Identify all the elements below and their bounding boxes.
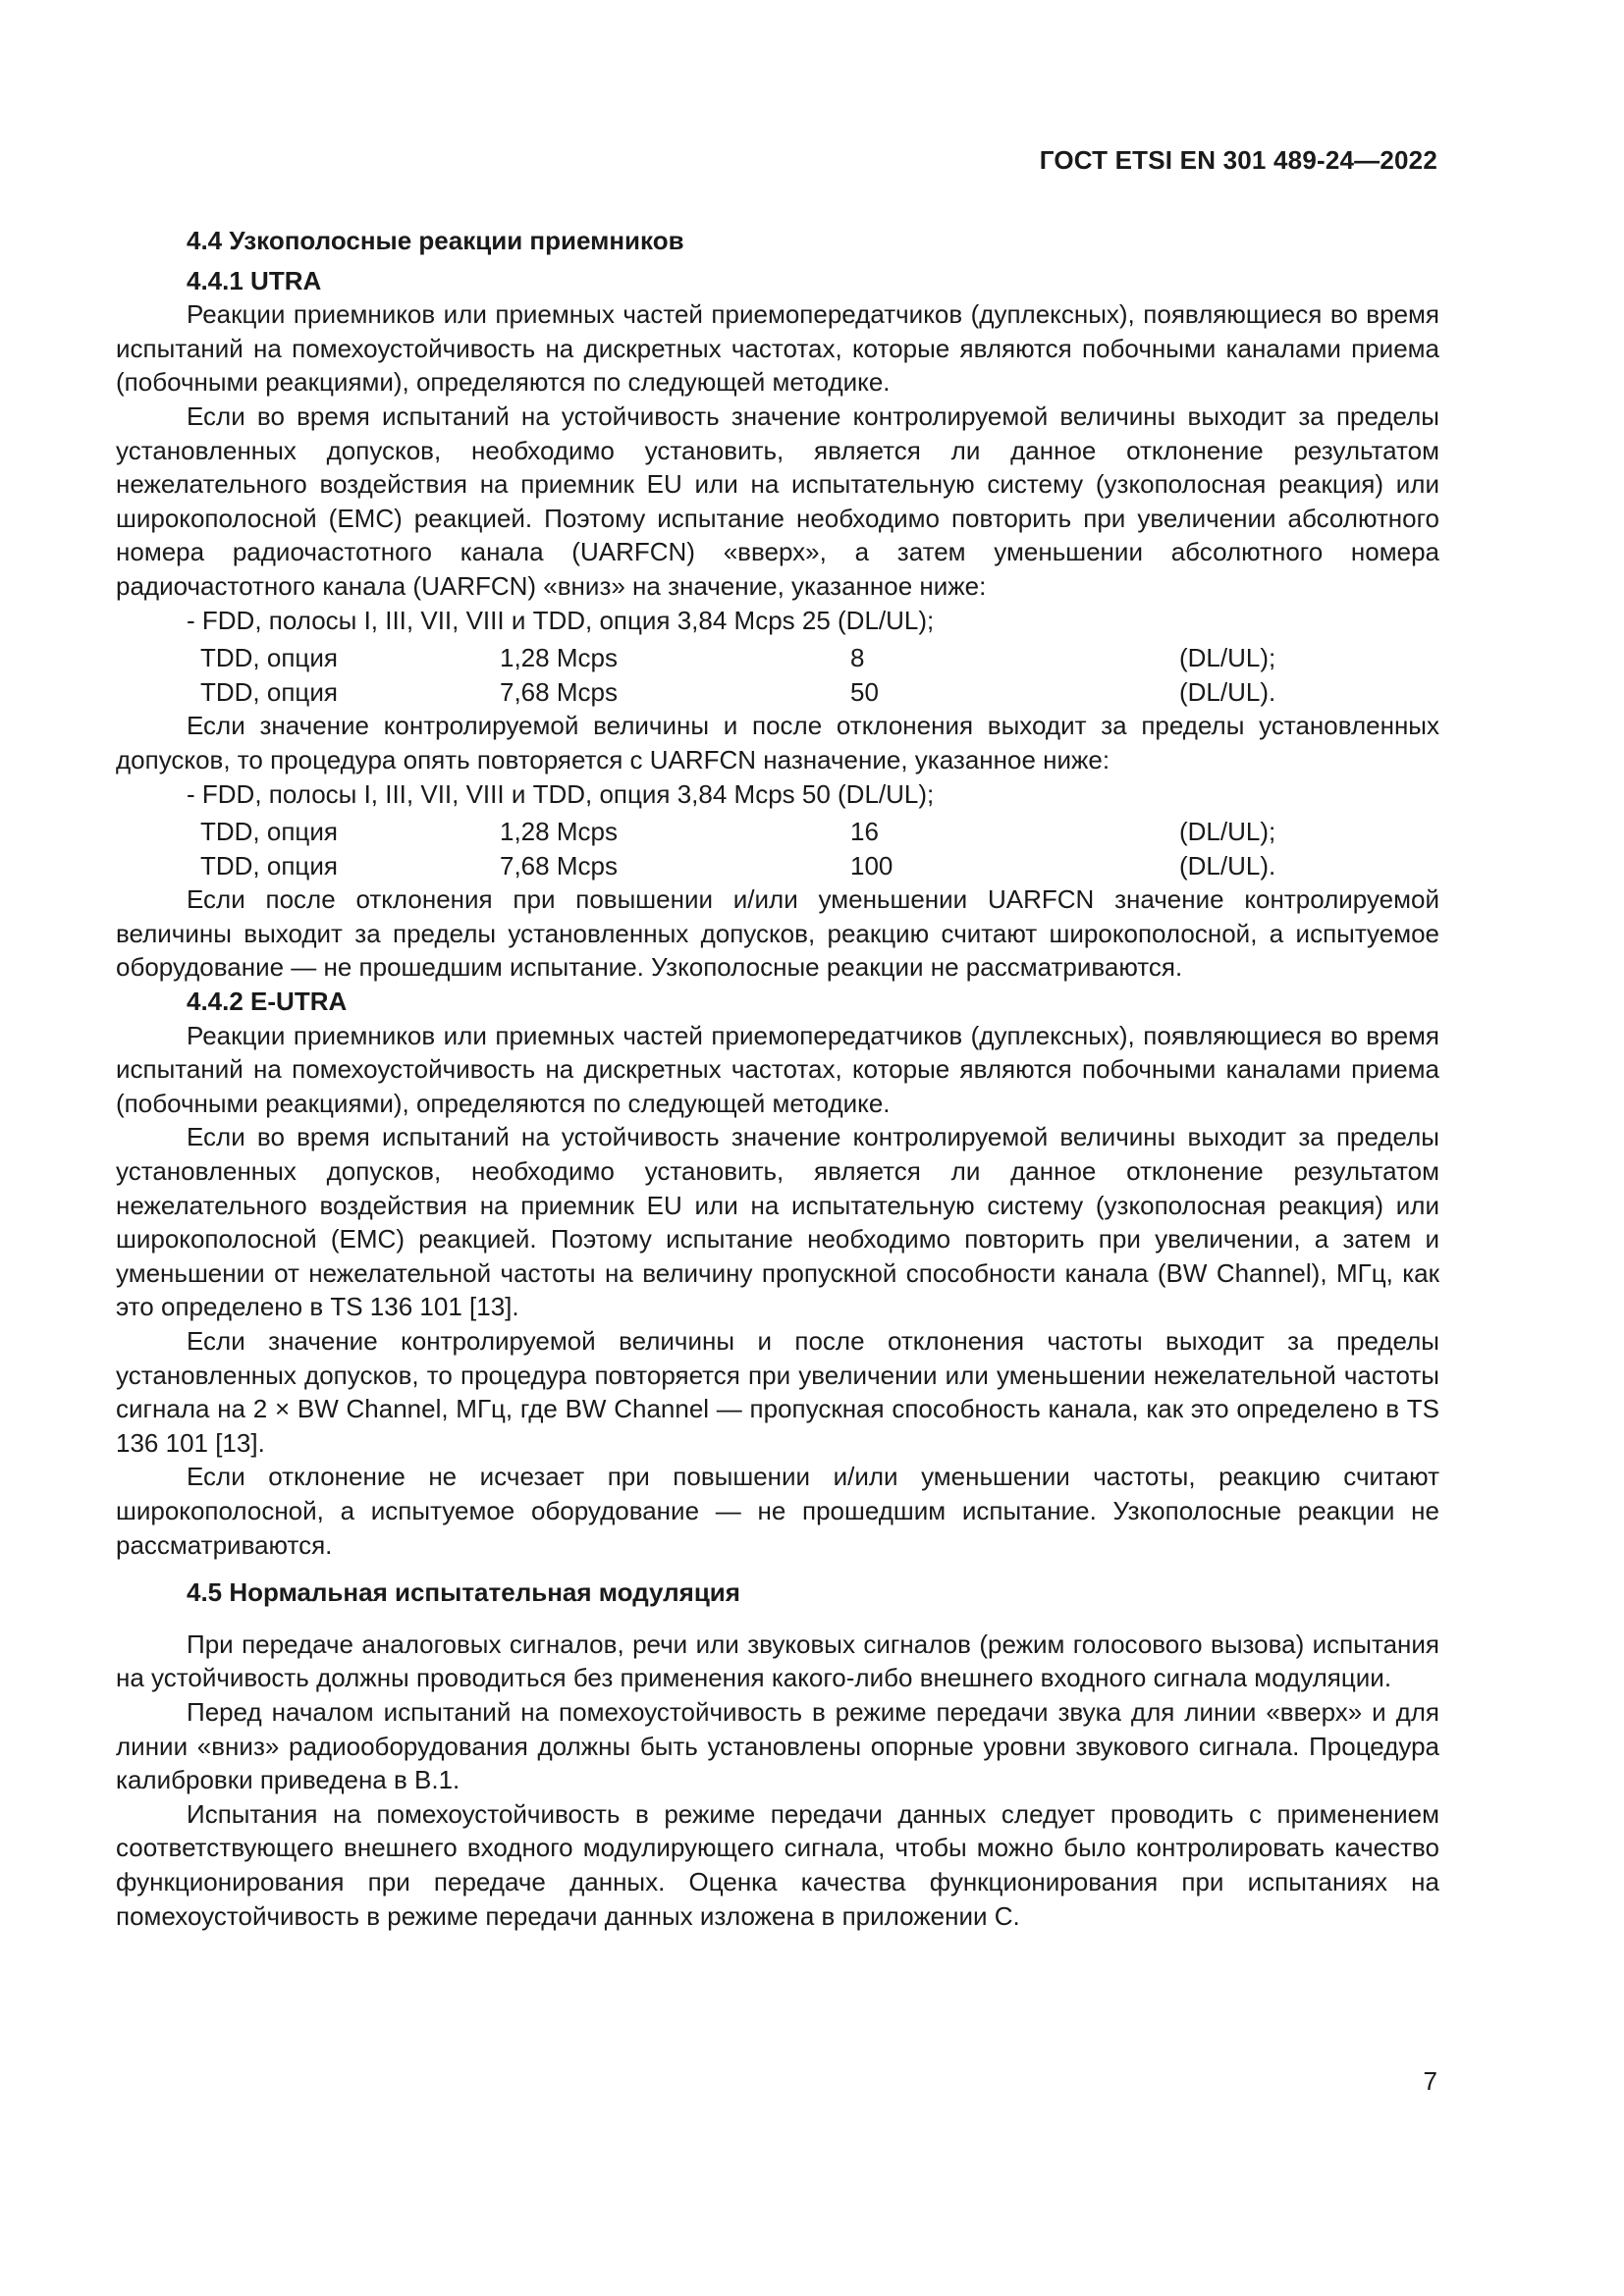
utra-values-table-2 bbox=[200, 815, 1275, 882]
section-4-4-heading: 4.4 Узкополосные реакции приемников bbox=[187, 226, 684, 255]
table-cell: 7,68 Mcps bbox=[500, 676, 618, 707]
section-4-4-1-heading: 4.4.1 UTRA bbox=[187, 265, 322, 295]
table-row bbox=[200, 815, 1275, 849]
table-cell: (DL/UL); bbox=[1179, 643, 1276, 673]
document-id: ГОСТ ETSI EN 301 489-24—2022 bbox=[1039, 145, 1437, 175]
table-cell: 8 bbox=[850, 643, 865, 673]
table-cell: 1,28 Mcps bbox=[500, 817, 618, 847]
page-number: 7 bbox=[1423, 2066, 1437, 2096]
table-cell: TDD, опция bbox=[200, 817, 338, 847]
table-cell: 7,68 Mcps bbox=[500, 850, 618, 881]
eutra-paragraph-1: Реакции приемников или приемных частей приемопередатчиков (дуплексных), появляющиеся во время испытаний на помехоустойчивость на дискретных частотах, которые являются побочными каналами приема (побочными реакциями), определяются по следующей методике. bbox=[116, 1020, 1439, 1118]
table-cell: TDD, опция bbox=[200, 643, 338, 673]
utra-paragraph-3: Если значение контролируемой величины и после отклонения выходит за пределы установленных допусков, то процедура опять повторяется с UARFCN назначение, указанное ниже: bbox=[116, 711, 1439, 774]
utra-values-table-1 bbox=[200, 641, 1275, 709]
table-cell: (DL/UL). bbox=[1179, 850, 1276, 881]
table-row bbox=[200, 675, 1275, 710]
section-4-5-heading: 4.5 Нормальная испытательная модуляция bbox=[187, 1577, 740, 1608]
table-cell: (DL/UL). bbox=[1179, 676, 1276, 707]
utra-paragraph-1: Реакции приемников или приемных частей приемопередатчиков (дуплексных), появляющиеся во время испытаний на помехоустойчивость на дискретных частотах, которые являются побочными каналами приема (побочными реакциями), определяются по следующей методике. bbox=[116, 299, 1439, 398]
eutra-paragraph-4: Если отклонение не исчезает при повышении и/или уменьшении частоты, реакцию считают широкополосной, а испытуемое оборудование — не прошедшим испытание. Узкополосные реакции не рассматриваются. bbox=[116, 1462, 1439, 1560]
modulation-paragraph-3: Испытания на помехоустойчивость в режиме передачи данных следует проводить с применением соответствующего внешнего входного модулирующего сигнала, чтобы можно было контролировать качество функционирования при передаче данных. Оценка качества функционирования при испытаниях на помехоустойчивость в режиме передачи данных изложена в приложении С. bbox=[116, 1798, 1439, 1931]
utra-paragraph-4: Если после отклонения при повышении и/или уменьшении UARFCN значение контролируемой величины выходит за пределы установленных допусков, реакцию считают широкополосной, а испытуемое оборудование — не прошедшим испытание. Узкополосные реакции не рассматриваются. bbox=[116, 884, 1439, 983]
utra-list-1-first: - FDD, полосы I, III, VII, VIII и TDD, опция 3,84 Mcps 25 (DL/UL); bbox=[187, 605, 935, 635]
eutra-paragraph-3: Если значение контролируемой величины и после отклонения частоты выходит за пределы установленных допусков, то процедура повторяется при увеличении или уменьшении нежелательной частоты сигнала на 2 × BW Channel, МГц, где BW Channel — пропускная способность канала, как это определено в TS 136 101 [13]. bbox=[116, 1326, 1439, 1458]
table-cell: TDD, опция bbox=[200, 850, 338, 881]
table-cell: 1,28 Mcps bbox=[500, 643, 618, 673]
table-cell: TDD, опция bbox=[200, 676, 338, 707]
table-cell: 50 bbox=[850, 676, 879, 707]
utra-list-2-first: - FDD, полосы I, III, VII, VIII и TDD, опция 3,84 Mcps 50 (DL/UL); bbox=[187, 778, 935, 809]
eutra-paragraph-2: Если во время испытаний на устойчивость значение контролируемой величины выходит за пределы установленных допусков, необходимо установить, является ли данное отклонение результатом нежелательного воздействия на приемник EU или на испытательную систему (узкополосная реакция) или широкополосной (ЕМС) реакцией. Поэтому испытание необходимо повторить при увеличении, а затем и уменьшении от нежелательной частоты на величину пропускной способности канала (BW Channel), МГц, как это определено в TS 136 101 [13]. bbox=[116, 1122, 1439, 1322]
modulation-paragraph-2: Перед началом испытаний на помехоустойчивость в режиме передачи звука для линии «вверх» и для линии «вниз» радиооборудования должны быть установлены опорные уровни звукового сигнала. Процедура калибровки приведена в В.1. bbox=[116, 1696, 1439, 1795]
table-row bbox=[200, 849, 1275, 883]
utra-paragraph-2: Если во время испытаний на устойчивость значение контролируемой величины выходит за пределы установленных допусков, необходимо установить, является ли данное отклонение результатом нежелательного воздействия на приемник EU или на испытательную систему (узкополосная реакция) или широкополосной (ЕМС) реакцией. Поэтому испытание необходимо повторить при увеличении абсолютного номера радиочастотного канала (UARFCN) «вверх», а затем уменьшении абсолютного номера радиочастотного канала (UARFCN) «вниз» на значение, указанное ниже: bbox=[116, 400, 1439, 601]
table-cell: 16 bbox=[850, 817, 879, 847]
table-cell: 100 bbox=[850, 850, 893, 881]
modulation-paragraph-1: При передаче аналоговых сигналов, речи или звуковых сигналов (режим голосового вызова) испытания на устойчивость должны проводиться без применения какого-либо внешнего входного сигнала модуляции. bbox=[116, 1629, 1439, 1693]
table-row bbox=[200, 641, 1275, 675]
section-4-4-2-heading: 4.4.2 E-UTRA bbox=[187, 987, 348, 1017]
page-content bbox=[116, 224, 1439, 1933]
table-cell: (DL/UL); bbox=[1179, 817, 1276, 847]
